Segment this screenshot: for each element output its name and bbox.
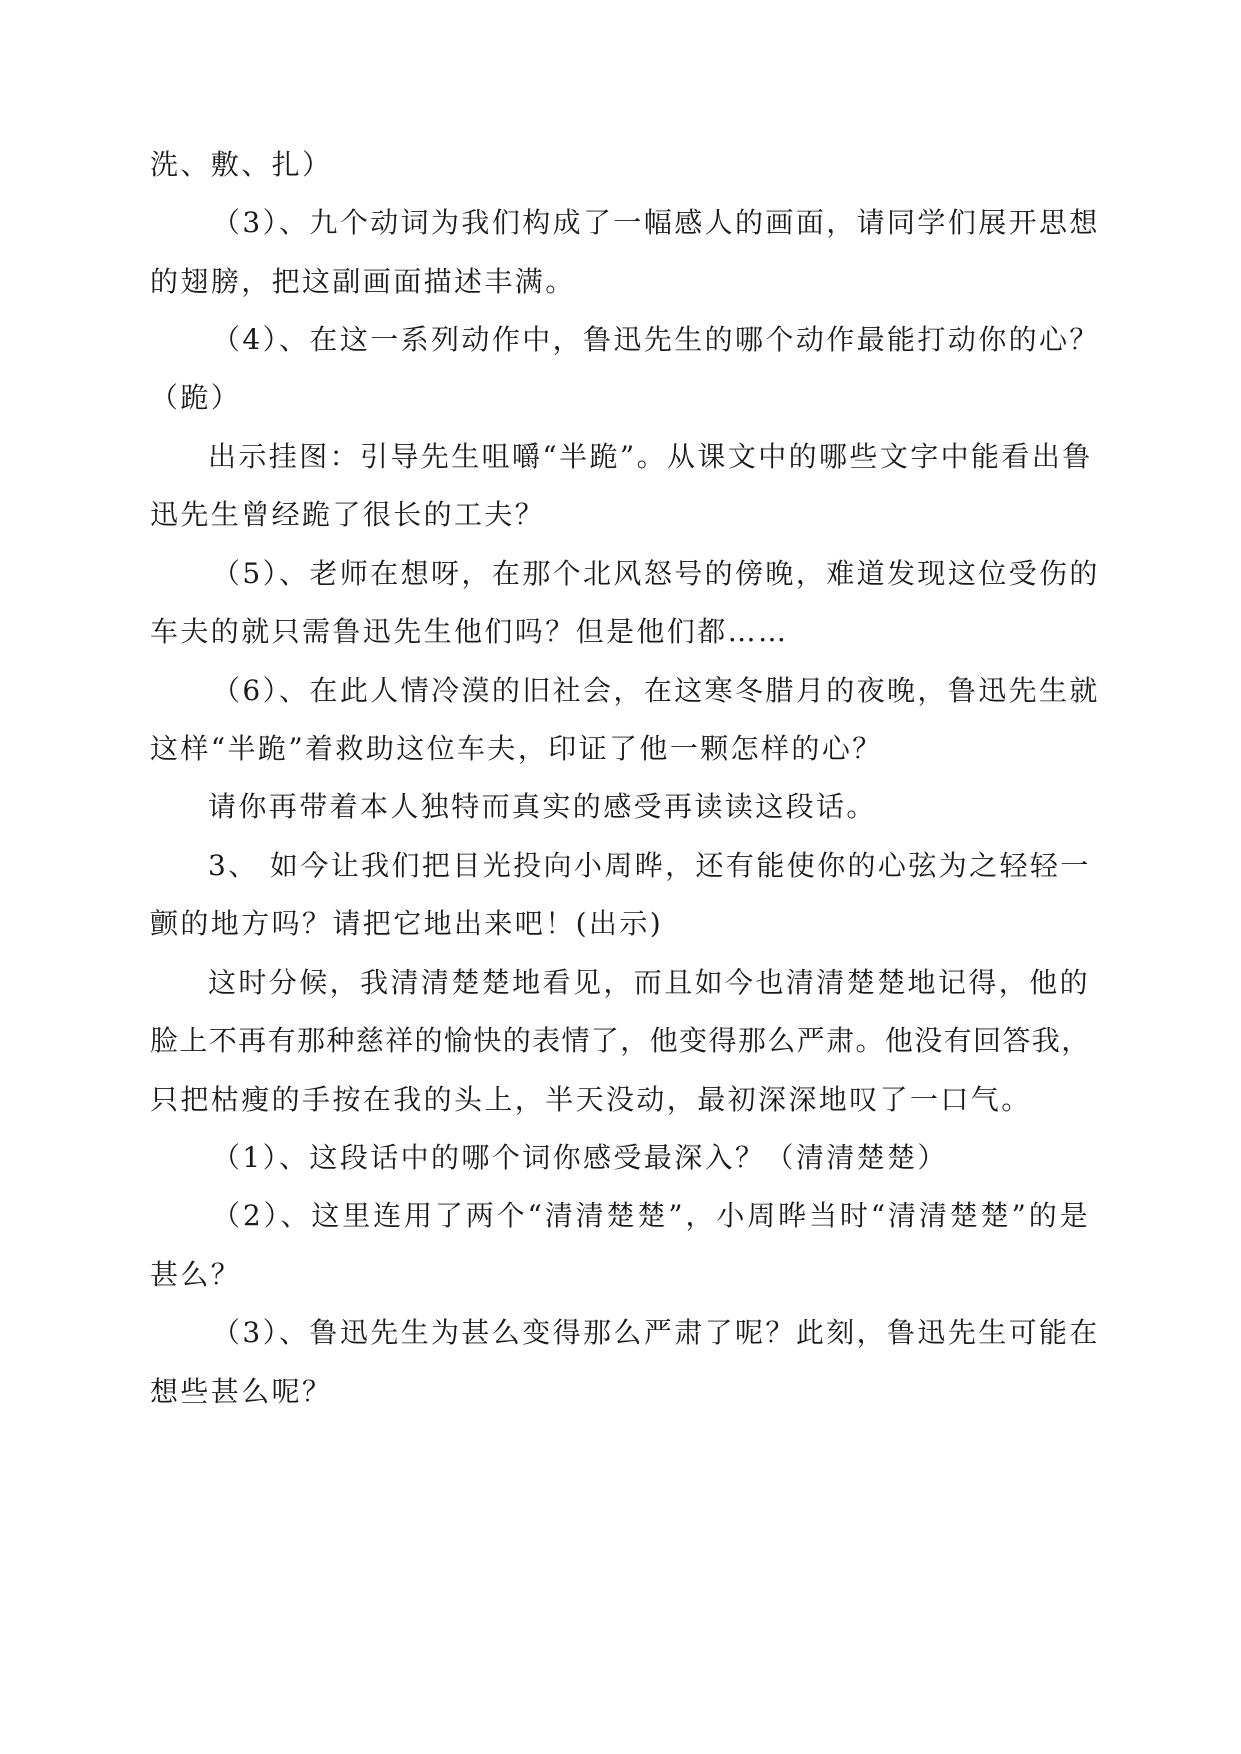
- text-line: 只把枯瘦的手按在我的头上，半天没动，最初深深地叹了一口气。: [150, 1083, 1032, 1116]
- text-line: 的翅膀，把这副画面描述丰满。: [150, 265, 576, 298]
- text-line: 3、 如今让我们把目光投向小周晔，还有能使你的心弦为之轻轻一: [208, 849, 1091, 882]
- text-line: 迅先生曾经跪了很长的工夫？: [150, 498, 546, 531]
- text-line: 出示挂图：引导先生咀嚼“半跪”。从课文中的哪些文字中能看出鲁: [208, 440, 1093, 473]
- text-line: 脸上不再有那种慈祥的愉快的表情了，他变得那么严肃。他没有回答我，: [150, 1024, 1090, 1057]
- text-line: （6）、在此人情冷漠的旧社会，在这寒冬腊月的夜晚，鲁迅先生就: [212, 674, 1100, 707]
- text-line: （3）、九个动词为我们构成了一幅感人的画面，请同学们展开思想: [212, 206, 1100, 239]
- text-line: 洗、敷、扎）: [150, 148, 333, 181]
- text-line: （1）、这段话中的哪个词你感受最深入？（清清楚楚）: [212, 1141, 948, 1174]
- text-line: 车夫的就只需鲁迅先生他们吗？但是他们都……: [150, 615, 789, 648]
- text-line: 这时分候，我清清楚楚地看见，而且如今也清清楚楚地记得，他的: [208, 966, 1090, 999]
- text-line: 颤的地方吗？请把它地出来吧！(出示): [150, 907, 664, 940]
- text-line: （跪）: [150, 381, 242, 414]
- text-line: 想些甚么呢？: [150, 1375, 333, 1408]
- text-line: 这样“半跪”着救助这位车夫，印证了他一颗怎样的心？: [150, 732, 883, 765]
- text-line: （3）、鲁迅先生为甚么变得那么严肃了呢？此刻，鲁迅先生可能在: [212, 1316, 1100, 1349]
- text-line: 请你再带着本人独特而真实的感受再读读这段话。: [208, 790, 877, 823]
- text-line: 甚么？: [150, 1258, 242, 1291]
- text-line: （5）、老师在想呀，在那个北风怒号的傍晚，难道发现这位受伤的: [212, 557, 1100, 590]
- text-line: （4）、在这一系列动作中，鲁迅先生的哪个动作最能打动你的心？: [212, 323, 1100, 356]
- text-line: （2）、这里连用了两个“清清楚楚”，小周晔当时“清清楚楚”的是: [212, 1199, 1090, 1232]
